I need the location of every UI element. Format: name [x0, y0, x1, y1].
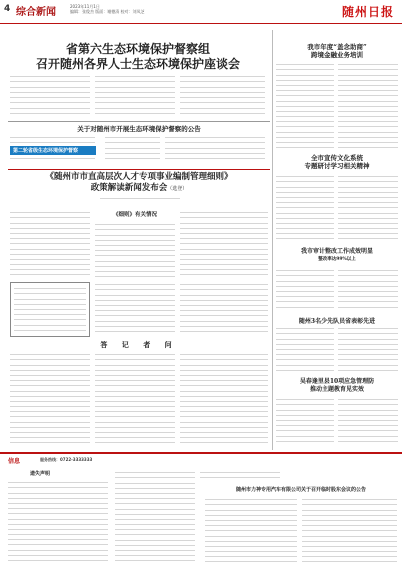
- bottom-col-2: [302, 497, 397, 565]
- regulation-byline: [100, 196, 180, 202]
- page-number: 4: [4, 4, 11, 14]
- top-story-headline: [8, 42, 268, 72]
- section-title: 综合新闻: [16, 7, 56, 18]
- ad-col-1: [8, 480, 108, 565]
- right-mid-col-1: [276, 174, 334, 244]
- regulation-sub-heading: 《细则》有关情况: [112, 212, 157, 218]
- right-top-title-1: 我市年度“盖念助商”: [307, 43, 367, 51]
- notice-banner: 第二轮省级生态环境保护督察: [10, 146, 96, 155]
- qa-col-3: [180, 352, 268, 447]
- right-lower2-headline: 随州3名少先队员省表彰先进: [298, 318, 376, 325]
- right-mid-col-2: [338, 174, 398, 244]
- qa-col-1: [10, 352, 90, 447]
- right-mid-title-2: 专题研讨学习相关精神: [304, 162, 370, 170]
- bottom-headline: 随州市力神专用汽车有限公司关于召开临时股东会议的公告: [235, 487, 366, 493]
- top-story-col-1: [10, 74, 90, 104]
- regulation-title-2: [8, 183, 270, 195]
- top-story-col-3b: [180, 106, 265, 118]
- notice-body-1: [10, 135, 95, 145]
- ad-col-2: [115, 470, 195, 565]
- regulation-boxed-quote: [10, 282, 90, 337]
- regulation-col-3b: [180, 282, 268, 337]
- red-divider: [8, 169, 270, 170]
- right-top-headline: [276, 43, 398, 59]
- right-lower1-title-2: 整改率达99%以上: [318, 257, 356, 262]
- bottom-col-1: [205, 497, 297, 565]
- right-mid-headline: [276, 154, 398, 170]
- top-story-col-2: [95, 74, 175, 104]
- masthead: [0, 0, 402, 24]
- top-story-col-3: [180, 74, 265, 104]
- issue-editors: 编辑：张俊杰 版面：谢德清 校对：刘凤芝: [70, 9, 145, 14]
- divider: [8, 121, 270, 122]
- column-divider: [272, 30, 273, 450]
- regulation-title-1: 《随州市市直高层次人才专项事业编制管理细则》: [45, 172, 233, 182]
- notice-body-4: [165, 135, 265, 165]
- regulation-col-1: [10, 210, 90, 280]
- right-lower1-headline: [276, 248, 398, 264]
- top-story-col-2b: [95, 106, 175, 118]
- right-lower3-title-1: 吴春逢里县10项应急管理防: [299, 378, 375, 385]
- notice-title: 关于对随州市开展生态环境保护督察的公告: [77, 125, 201, 133]
- regulation-title-2-text: 政策解读新闻发布会: [90, 183, 168, 193]
- newspaper-logo: 随州日报: [341, 5, 394, 19]
- right-top-col-2: [338, 62, 398, 152]
- top-story-title-1: 省第六生态环境保护督察组: [65, 42, 210, 56]
- issue-meta: [70, 4, 145, 14]
- right-lower3-col-1: [276, 397, 334, 447]
- regulation-col-3: [180, 210, 268, 280]
- qa-title: 答 记 者 问: [100, 340, 178, 349]
- lost-notice-label: 遗失声明: [30, 471, 51, 477]
- right-lower1-col-2: [338, 268, 398, 313]
- right-lower3-col-2: [338, 397, 398, 447]
- right-lower2-col-1: [276, 326, 334, 374]
- right-lower3-title-2: 推动主题教育见实效: [309, 386, 364, 393]
- regulation-headline: [8, 172, 270, 195]
- regulation-suffix: （选登）: [167, 186, 188, 192]
- right-lower2-col-2: [338, 326, 398, 374]
- right-top-title-2: 跨境金融业务培训: [311, 51, 363, 59]
- right-lower3-headline: [276, 378, 398, 394]
- right-top-col-1: [276, 62, 334, 152]
- ad-logo: 信息: [8, 458, 21, 465]
- notice-body-2: [10, 156, 95, 164]
- bottom-red-rule: [0, 452, 402, 454]
- ad-phone: 服务热线：0722-3333333: [40, 457, 93, 462]
- regulation-col-2: [95, 222, 175, 280]
- right-lower1-col-1: [276, 268, 334, 313]
- top-story-title-2: 召开随州各界人士生态环境保护座谈会: [35, 57, 240, 71]
- qa-col-2: [95, 352, 175, 447]
- ad-col-3-top: [200, 470, 280, 480]
- top-story-col-1b: [10, 106, 90, 118]
- regulation-col-2b: [95, 282, 175, 337]
- right-mid-title-1: 全市宣传文化系统: [311, 154, 363, 162]
- notice-body-3: [105, 135, 160, 165]
- issue-date: 2023年11月1日: [70, 4, 100, 9]
- right-lower1-title-1: 我市审计整改工作成效明显: [300, 248, 373, 255]
